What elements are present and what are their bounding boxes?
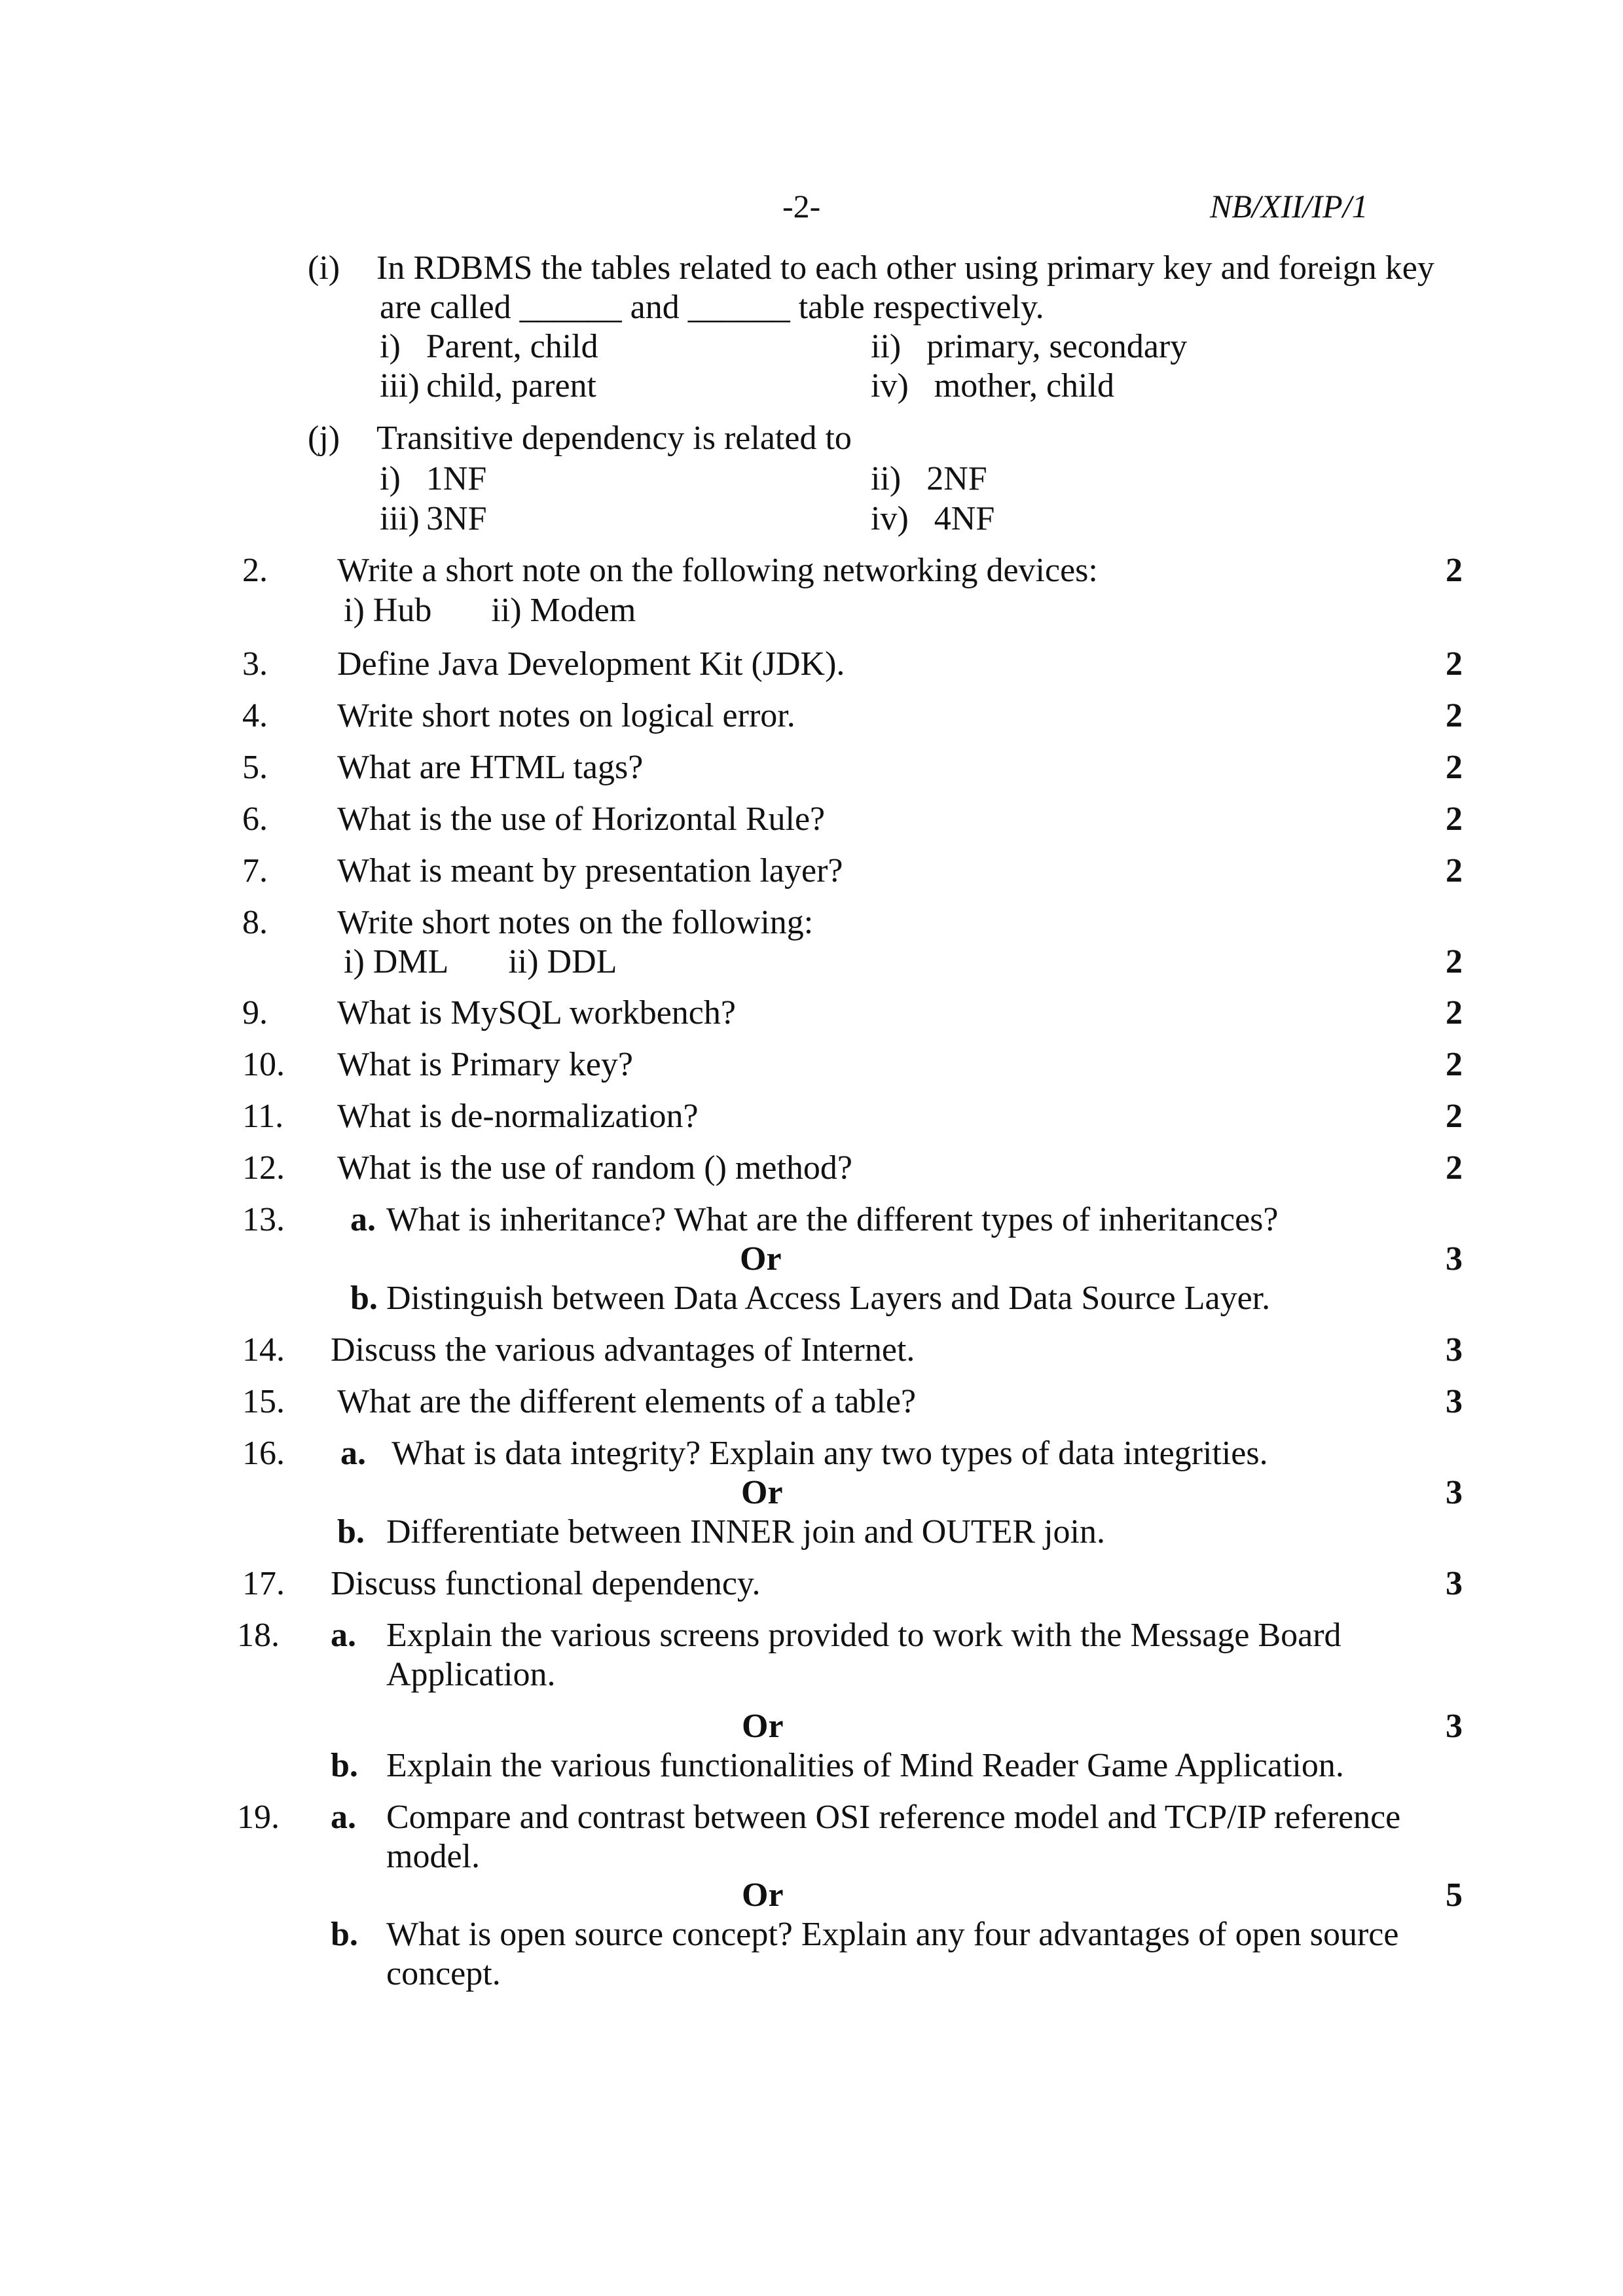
q16-b-label: b. bbox=[337, 1513, 365, 1551]
q1i-option-2: ii) primary, secondary bbox=[871, 328, 1188, 365]
q9-number: 9. bbox=[242, 994, 268, 1031]
q2-marks: 2 bbox=[1446, 552, 1463, 589]
q7-text: What is meant by presentation layer? bbox=[337, 852, 843, 889]
q3-number: 3. bbox=[242, 645, 268, 683]
q17-number: 17. bbox=[242, 1565, 285, 1602]
q12-marks: 2 bbox=[1446, 1149, 1463, 1187]
q16-b-text: Differentiate between INNER join and OUTER join. bbox=[386, 1513, 1105, 1551]
q8-subparts: i) DML ii) DDL bbox=[344, 943, 617, 980]
q16-a-label: a. bbox=[340, 1435, 366, 1472]
q13-marks: 3 bbox=[1446, 1240, 1463, 1278]
q19-a-label: a. bbox=[331, 1799, 356, 1836]
q18-a-label: a. bbox=[331, 1617, 356, 1654]
q6-text: What is the use of Horizontal Rule? bbox=[337, 800, 826, 838]
q19-a-line1: Compare and contrast between OSI reference model and TCP/IP reference bbox=[386, 1799, 1401, 1836]
q13-a-text: What is inheritance? What are the different types of inheritances? bbox=[386, 1201, 1279, 1238]
q4-marks: 2 bbox=[1446, 697, 1463, 734]
q13-a-label: a. bbox=[350, 1201, 376, 1238]
q19-b-label: b. bbox=[331, 1916, 358, 1953]
q6-number: 6. bbox=[242, 800, 268, 838]
q19-b-line1: What is open source concept? Explain any four advantages of open source bbox=[386, 1916, 1399, 1953]
q12-number: 12. bbox=[242, 1149, 285, 1187]
q3-text: Define Java Development Kit (JDK). bbox=[337, 645, 845, 683]
q9-text: What is MySQL workbench? bbox=[337, 994, 736, 1031]
q7-number: 7. bbox=[242, 852, 268, 889]
q2-text: Write a short note on the following networking devices: bbox=[337, 552, 1098, 589]
q16-a-text: What is data integrity? Explain any two types of data integrities. bbox=[392, 1435, 1268, 1472]
q1i-option-4: iv) mother, child bbox=[871, 367, 1114, 404]
q1j-option-1: i) 1NF bbox=[380, 460, 487, 497]
q8-text: Write short notes on the following: bbox=[337, 904, 814, 941]
q1j-label: (j) bbox=[308, 420, 340, 457]
q17-marks: 3 bbox=[1446, 1565, 1463, 1602]
q1i-line2: are called ______ and ______ table respectively. bbox=[380, 289, 1044, 326]
q1i-option-1: i) Parent, child bbox=[380, 328, 598, 365]
q1j-option-3: iii) 3NF bbox=[380, 500, 487, 537]
q18-or: Or bbox=[742, 1708, 784, 1745]
q15-number: 15. bbox=[242, 1383, 285, 1420]
q2-subparts: i) Hub ii) Modem bbox=[344, 592, 636, 629]
q18-a-line2: Application. bbox=[386, 1656, 556, 1693]
q12-text: What is the use of random () method? bbox=[337, 1149, 852, 1187]
q17-text: Discuss functional dependency. bbox=[331, 1565, 761, 1602]
paper-code: NB/XII/IP/1 bbox=[1210, 188, 1368, 224]
q9-marks: 2 bbox=[1446, 994, 1463, 1031]
q1j-line1: Transitive dependency is related to bbox=[376, 420, 852, 457]
q13-b-text: Distinguish between Data Access Layers and Data Source Layer. bbox=[386, 1280, 1271, 1317]
q7-marks: 2 bbox=[1446, 852, 1463, 889]
q18-a-line1: Explain the various screens provided to work with the Message Board bbox=[386, 1617, 1341, 1654]
q1i-option-3: iii) child, parent bbox=[380, 367, 596, 404]
q1i-label: (i) bbox=[308, 249, 340, 287]
q2-number: 2. bbox=[242, 552, 268, 589]
q8-number: 8. bbox=[242, 904, 268, 941]
q16-marks: 3 bbox=[1446, 1474, 1463, 1511]
q10-marks: 2 bbox=[1446, 1046, 1463, 1083]
q13-or: Or bbox=[740, 1240, 782, 1278]
q6-marks: 2 bbox=[1446, 800, 1463, 838]
q16-or: Or bbox=[741, 1474, 783, 1511]
q15-text: What are the different elements of a table? bbox=[337, 1383, 917, 1420]
q1i-line1: In RDBMS the tables related to each other using primary key and foreign key bbox=[376, 249, 1434, 287]
q14-text: Discuss the various advantages of Internet. bbox=[331, 1331, 915, 1369]
q19-b-line2: concept. bbox=[386, 1955, 501, 1992]
q19-a-line2: model. bbox=[386, 1838, 480, 1875]
q14-number: 14. bbox=[242, 1331, 285, 1369]
q10-text: What is Primary key? bbox=[337, 1046, 633, 1083]
q5-number: 5. bbox=[242, 749, 268, 786]
q13-b-label: b. bbox=[350, 1280, 378, 1317]
q11-marks: 2 bbox=[1446, 1098, 1463, 1135]
q19-or: Or bbox=[742, 1876, 784, 1914]
q4-text: Write short notes on logical error. bbox=[337, 697, 795, 734]
q11-number: 11. bbox=[242, 1098, 284, 1135]
q13-number: 13. bbox=[242, 1201, 285, 1238]
q1j-option-2: ii) 2NF bbox=[871, 460, 987, 497]
q4-number: 4. bbox=[242, 697, 268, 734]
q10-number: 10. bbox=[242, 1046, 285, 1083]
q18-marks: 3 bbox=[1446, 1708, 1463, 1745]
page-number: -2- bbox=[782, 188, 821, 224]
q18-number: 18. bbox=[237, 1617, 280, 1654]
q1j-option-4: iv) 4NF bbox=[871, 500, 995, 537]
q19-number: 19. bbox=[237, 1799, 280, 1836]
q8-marks: 2 bbox=[1446, 943, 1463, 980]
q18-b-label: b. bbox=[331, 1747, 358, 1784]
q15-marks: 3 bbox=[1446, 1383, 1463, 1420]
q18-b-text: Explain the various functionalities of Mind Reader Game Application. bbox=[386, 1747, 1344, 1784]
q3-marks: 2 bbox=[1446, 645, 1463, 683]
q16-number: 16. bbox=[242, 1435, 285, 1472]
q11-text: What is de-normalization? bbox=[337, 1098, 699, 1135]
q19-marks: 5 bbox=[1446, 1876, 1463, 1914]
q14-marks: 3 bbox=[1446, 1331, 1463, 1369]
q5-text: What are HTML tags? bbox=[337, 749, 644, 786]
q5-marks: 2 bbox=[1446, 749, 1463, 786]
